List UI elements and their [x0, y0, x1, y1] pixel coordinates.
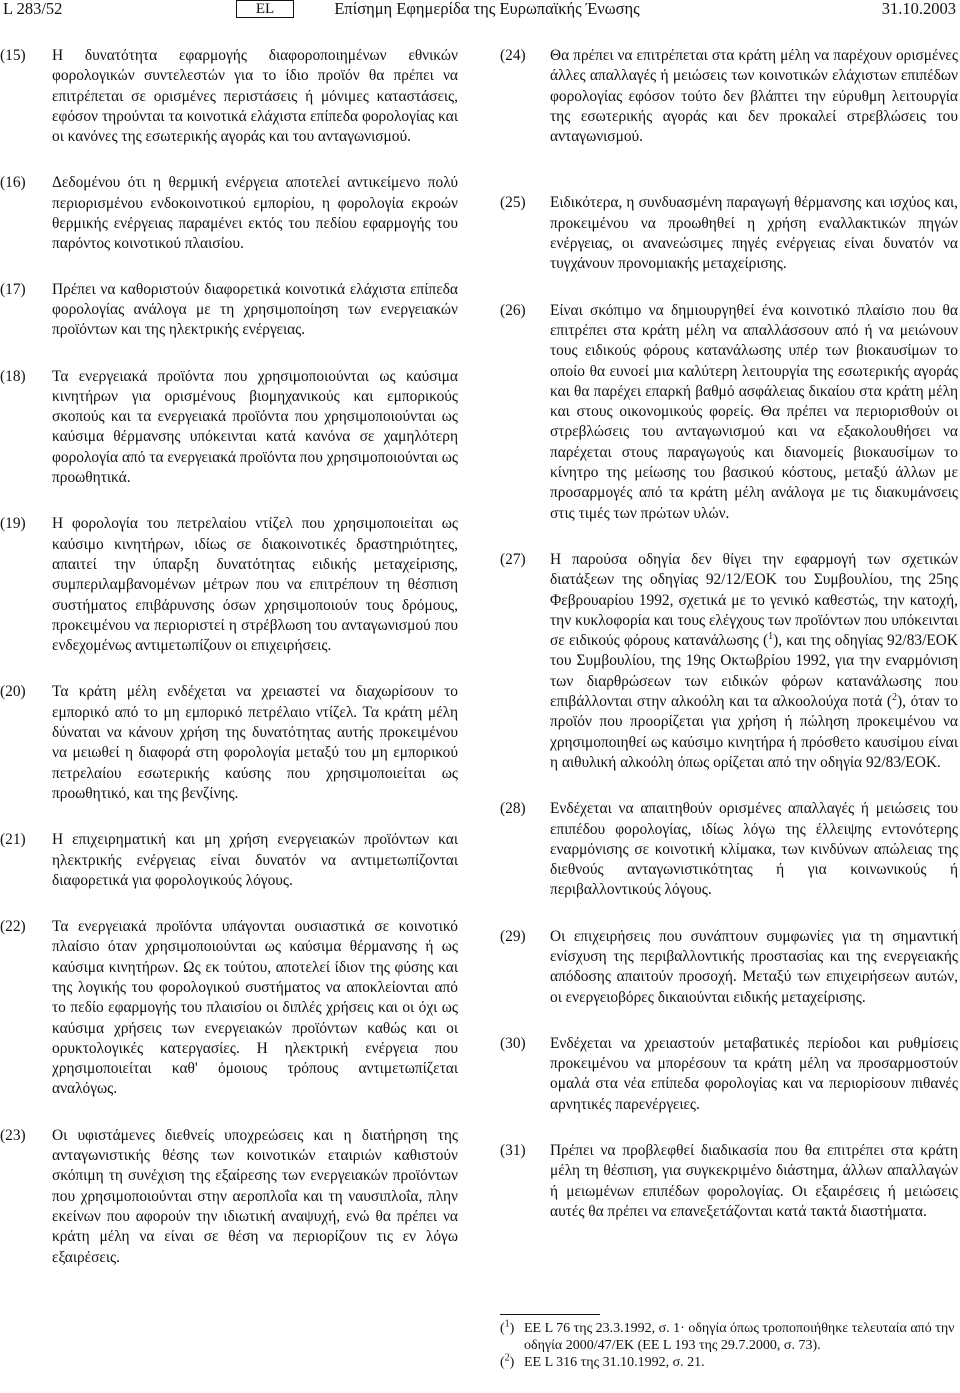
recital-text: Θα πρέπει να επιτρέπεται στα κράτη μέλη να παρέχουν ορισμένες άλλες απαλλαγές ή μειώσεις των κοινοτικών ελάχιστων επιπέδων φορολογίας εφόσον τούτο δεν βλάπτει την εύρυθμη λειτουργία της εσωτερικής αγοράς και δεν προκαλεί στρεβλώσεις του ανταγωνισμού. — [550, 47, 958, 146]
recital-number: (29) — [500, 927, 526, 945]
recital-number: (27) — [500, 550, 526, 568]
recital-text: Οι υφιστάμενες διεθνείς υποχρεώσεις και η διατήρηση της ανταγωνιστικής θέσης των κοινοτικών εταιριών καθιστούν σκόπιμη τη συνέχιση της εξαίρεσης των ενεργειακών προϊόντων που χρησιμοποιούνται στην αεροπλοΐα και τη ναυσιπλοΐα, πλην εκείνων που αφορούν την ιδιωτική αναψυχή, ενώ θα πρέπει να κράτη μέλη να είναι σε θέση να περιορίζουν τις εν λόγω εξαιρέσεις. — [52, 1126, 458, 1266]
footnote-ref[interactable]: 2 — [892, 691, 898, 703]
recital-number: (24) — [500, 47, 526, 64]
recital-number: (20) — [0, 683, 26, 701]
footnote-ref[interactable]: 1 — [768, 631, 774, 642]
recital-30 — [500, 1034, 958, 1115]
recital-text: Ειδικότερα, η συνδυασμένη παραγωγή θέρμανσης και ισχύος και, προκειμένου να προωθηθεί η χρήση εναλλακτικών πηγών ενέργειας, οι ανανεώσιμες πηγές ενέργειας είναι δυνατόν να τυγχάνουν προνομιακής μεταχείρισης. — [550, 194, 958, 273]
recital-text: Οι επιχειρήσεις που συνάπτουν συμφωνίες για τη σημαντική ενίσχυση της περιβαλλοντικής προστασίας και της ενεργειακής απόδοσης απαιτούν προσοχή. Μεταξύ των επιχειρήσεων αυτών, οι ενεργειοβόρες δικαιούνται ειδικής μεταχείρισης. — [550, 927, 958, 1006]
recital-text: Πρέπει να προβλεφθεί διαδικασία που θα επιτρέπει στα κράτη μέλη τη θέσπιση, για συγκεκριμένο διάστημα, άλλων απαλλαγών ή μειωμένων επιπέδων φορολογίας. Οι εξαιρέσεις ή μειώσεις αυτές θα πρέπει να επανεξετάζονται κατά τακτά διαστήματα. — [550, 1142, 958, 1220]
footnote-1 — [500, 1320, 958, 1354]
recital-text: Τα κράτη μέλη ενδέχεται να χρειαστεί να διαχωρίσουν το εμπορικό από το μη εμπορικό πετρέλαιο ντίζελ. Τα κράτη μέλη δύναται να κάνουν χρήση της δυνατότητας αυτής προκειμένου να μειωθεί η διαφορά στη φορολογία μεταξύ του μη εμπορικού πετρελαίου εσωτερικής καύσης που χρησιμοποιείται ως προωθητικό, και της βενζίνης. — [52, 683, 458, 802]
recital-25 — [500, 193, 958, 274]
recital-number: (21) — [0, 831, 26, 849]
recital-31 — [500, 1141, 958, 1222]
recital-20 — [0, 682, 458, 804]
recital-text: Πρέπει να καθοριστούν διαφορετικά κοινοτικά ελάχιστα επίπεδα φορολογίας ανάλογα με τη χρησιμοποίηση των ενεργειακών προϊόντων και της ηλεκτρικής ενέργειας. — [52, 280, 458, 339]
recital-number: (25) — [500, 194, 526, 212]
recital-number: (18) — [0, 367, 26, 385]
recital-number: (22) — [0, 918, 26, 936]
recital-number: (23) — [0, 1126, 26, 1144]
recital-18 — [0, 367, 458, 489]
recital-number: (26) — [500, 301, 526, 319]
recital-number: (15) — [0, 47, 26, 64]
recital-text: Ενδέχεται να απαιτηθούν ορισμένες απαλλαγές ή μειώσεις του επιπέδου φορολογίας, ιδίως λόγω της έλλειψης εντονότερης εναρμόνισης σε κοινοτική κλίμακα, των κινδύνων απώλειας της διεθνούς ανταγωνιστικότητας ή για κοινωνικούς ή περιβαλλοντικούς λόγους. — [550, 800, 958, 899]
recital-28 — [500, 799, 958, 900]
recital-21 — [0, 830, 458, 891]
recital-number: (17) — [0, 280, 26, 298]
recital-19 — [0, 514, 458, 656]
journal-title: Επίσημη Εφημερίδα της Ευρωπαϊκής Ένωσης — [334, 0, 640, 18]
recital-text: Τα ενεργειακά προϊόντα υπάγονται ουσιαστικά σε κοινοτικό πλαίσιο όταν χρησιμοποιούνται ως καύσιμα θέρμανσης ή ως καύσιμα κινητήρων. Ως εκ τούτου, αποτελεί ίδιον της φύσης και της λογικής του φορολογικού συστήματος να αποκλείονται από το πεδίο εφαρμογής του πλαισίου οι διπλές χρήσεις και οι όχι ως καύσιμα χρήσεις των ενεργειακών προϊόντων καθώς και οι ορυκτολογικές κατεργασίες. Η ηλεκτρική ενέργεια που χρησιμοποιείται καθ' όμοιους τρόπους αντιμετωπίζεται αναλόγως. — [52, 918, 458, 1098]
recital-27 — [500, 550, 958, 773]
recital-text-part: Η παρούσα οδηγία δεν θίγει την εφαρμογή των σχετικών διατάξεων της οδηγίας 92/12/ΕΟΚ του Συμβουλίου, της 25ης Φεβρουαρίου 1992, σχετικά με το γενικό καθεστώς, την κατοχή, την κυκλοφορία και τους ελέγχους των προϊόντων που υπόκεινται σε ειδικούς φόρους κατανάλωσης ( — [550, 550, 958, 650]
recital-16 — [0, 173, 458, 254]
recital-text: Ενδέχεται να χρειαστούν μεταβατικές περίοδοι και ρυθμίσεις προκειμένου να μπορέσουν τα κράτη μέλη να προσαρμοστούν ομαλά στα νέα επίπεδα φορολογίας και να περιορίσουν πιθανές αρνητικές παρενέργειες. — [550, 1034, 958, 1113]
recital-24 — [500, 46, 958, 147]
recital-number: (30) — [500, 1034, 526, 1052]
recital-text: Τα ενεργειακά προϊόντα που χρησιμοποιούνται ως καύσιμα κινητήρων για ορισμένους βιομηχανικούς και εμπορικούς σκοπούς και τα ενεργειακά προϊόντα που χρησιμοποιούνται ως καύσιμα θέρμανσης υπόκεινται κατά κανόνα σε χαμηλότερη φορολογία από τα ενεργειακά προϊόντα που χρησιμοποιούνται ως προωθητικά. — [52, 367, 458, 487]
footnote-marker: ($^1$) — [500, 1318, 515, 1336]
recital-text: Η επιχειρηματική και μη χρήση ενεργειακών προϊόντων και ηλεκτρικής ενέργειας είναι δυνατόν να αντιμετωπίζονται διαφορετικά για φορολογικούς λόγους. — [52, 831, 458, 889]
footnote-rule — [500, 1314, 600, 1315]
issue-date: 31.10.2003 — [881, 0, 956, 18]
footnote-text: ΕΕ L 316 της 31.10.1992, σ. 21. — [524, 1355, 705, 1370]
recital-number: (16) — [0, 174, 26, 192]
recital-text-part: ), όταν το προϊόν που προορίζεται για χρήση ή πώληση προκειμένου να χρησιμοποιηθεί ως καύσιμο κινητήρα ή πρόσθετο καυσίμου είναι η αιθυλική αλκοόλη όπως ορίζεται από την οδηγία 92/83/ΕΟΚ. — [550, 693, 958, 771]
recital-number: (28) — [500, 800, 526, 818]
recital-15 — [0, 46, 458, 147]
recital-26 — [500, 301, 958, 524]
language-box: EL — [236, 0, 294, 18]
page-reference: L 283/52 — [3, 0, 63, 18]
recital-text: Η δυνατότητα εφαρμογής διαφοροποιημένων εθνικών φορολογικών συντελεστών για το ίδιο προϊόν θα πρέπει να επιτρέπεται σε ορισμένες περιστάσεις ή μόνιμες καταστάσεις, εφόσον τηρούνται τα κοινοτικά ελάχιστα επίπεδα φορολογίας και οι κανόνες της εσωτερικής αγοράς και του ανταγωνισμού. — [52, 47, 458, 146]
recital-text — [550, 550, 958, 773]
recital-29 — [500, 927, 958, 1008]
footnote-marker: ($^2$) — [500, 1352, 515, 1370]
recital-17 — [0, 280, 458, 341]
recital-text: Η φορολογία του πετρελαίου ντίζελ που χρησιμοποιείται ως καύσιμο κινητήρων, ιδίως σε διακοινοτικές δραστηριότητες, απαιτεί την ύπαρξη δυνατότητας ειδικής μεταχείρισης, συμπεριλαμβανομένων μέτρων που να επιτρέπουν τη θέσπιση συστήματος επιβάρυνσης όσων χρησιμοποιούν τους δρόμους, προκειμένου να περιοριστεί η στρέβλωση του ανταγωνισμού που ενδεχομένως αντιμετωπίζουν οι επιχειρήσεις. — [52, 515, 458, 655]
footnotes — [500, 1314, 958, 1371]
page-header — [0, 0, 960, 22]
recital-number: (19) — [0, 515, 26, 533]
recital-number: (31) — [500, 1142, 526, 1160]
footnote-text: ΕΕ L 76 της 23.3.1992, σ. 1· οδηγία όπως τροποποιήθηκε τελευταία από την οδηγία 2000/47/ΕΚ (ΕΕ L 193 της 29.7.2000, σ. 73). — [524, 1321, 955, 1353]
footnote-2 — [500, 1354, 958, 1371]
recital-text-part: ), και της οδηγίας 92/83/ΕΟΚ του Συμβουλίου, της 19ης Οκτωβρίου 1992, για την εναρμόνιση των διαρθρώσεων των ειδικών φόρων κατανάλωσης που επιβάλλονται στην αλκοόλη και τα αλκοολούχα ποτά ( — [550, 632, 958, 711]
left-column — [0, 46, 458, 1268]
recital-text: Είναι σκόπιμο να δημιουργηθεί ένα κοινοτικό πλαίσιο που θα επιτρέπει στα κράτη μέλη να απαλλάσσουν από ή να μειώνουν τους ειδικούς φόρους κατανάλωσης υπέρ των βιοκαυσίμων το οποίο θα ευνοεί μια καλύτερη λειτουργία της εσωτερικής αγοράς και θα παρέχει επαρκή βαθμό ασφάλειας δικαίου στα κράτη μέλη και στους οικονομικούς φορείς. Θα πρέπει να περιορισθούν οι στρεβλώσεις του ανταγωνισμού και να εξακολουθήσει να παρέχεται στους παραγωγούς και διανομείς βιοκαυσίμων το κίνητρο της μείωσης του βασικού κόστους, μεταξύ άλλων με προσαρμογές από τα κράτη μέλη ανάλογα με τις διακυμάνσεις στις τιμές των πρώτων υλών. — [550, 301, 958, 522]
recital-22 — [0, 917, 458, 1100]
recital-text: Δεδομένου ότι η θερμική ενέργεια αποτελεί αντικείμενο πολύ περιορισμένου ενδοκοινοτικού εμπορίου, η φορολογία εκροών θερμικής ενέργειας παραμένει εκτός του πεδίου εφαρμογής του παρόντος κοινοτικού πλαισίου. — [52, 174, 458, 253]
right-column — [500, 46, 958, 1222]
recital-23 — [0, 1126, 458, 1268]
